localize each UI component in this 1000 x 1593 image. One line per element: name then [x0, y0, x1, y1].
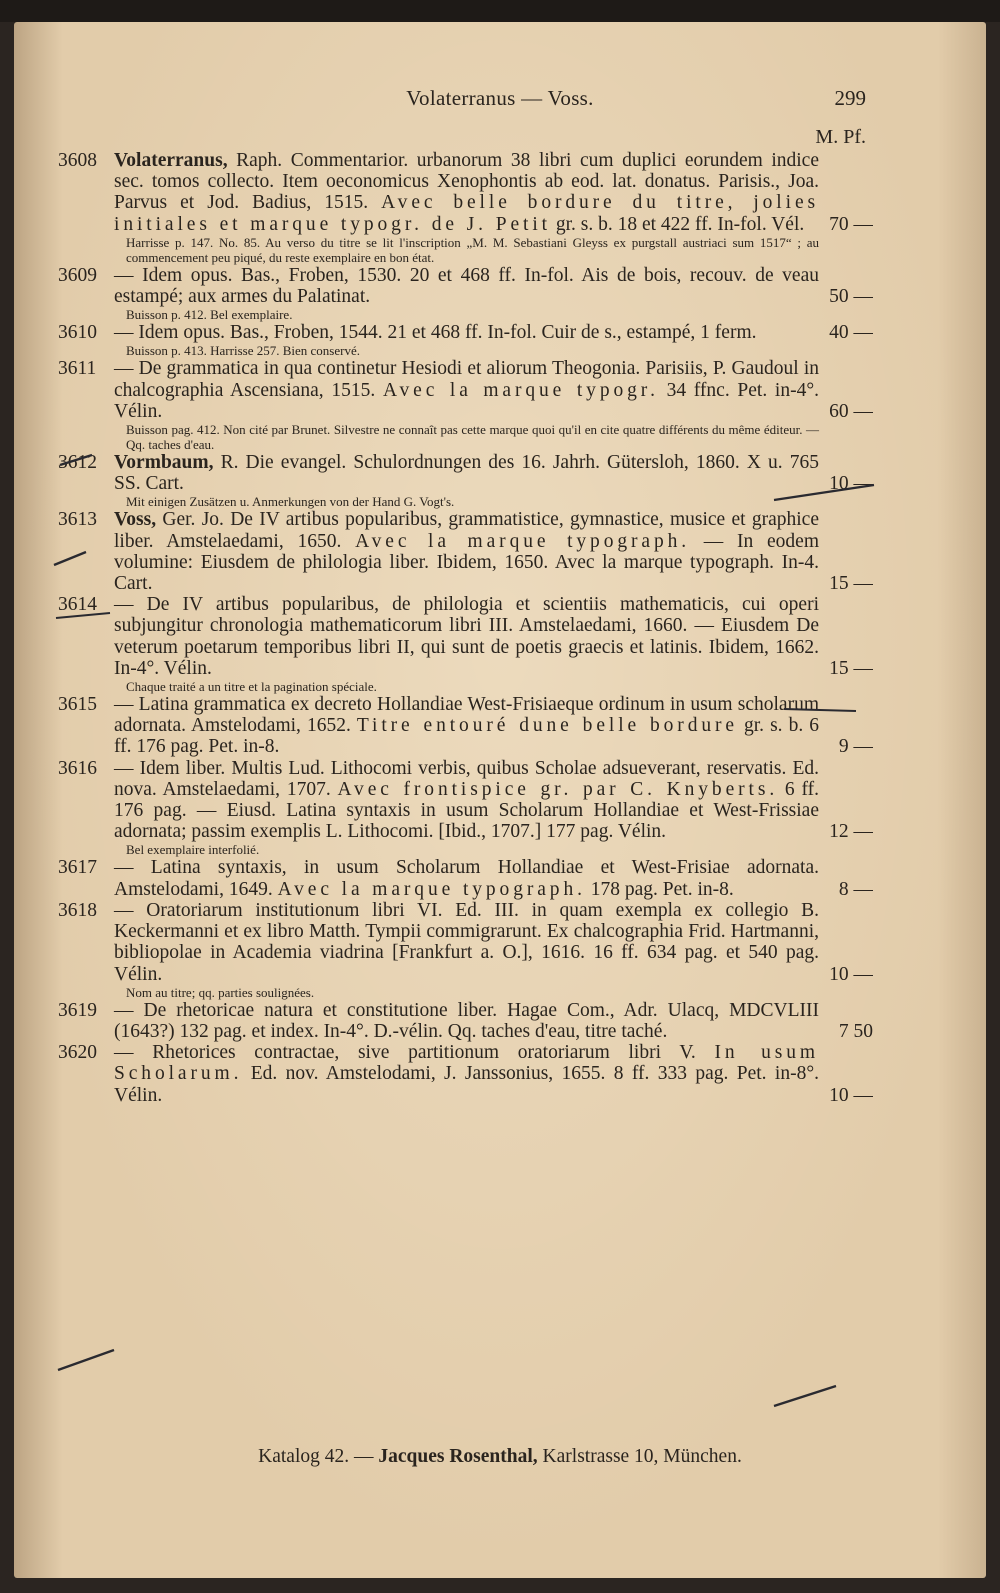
entry-number: 3613	[58, 509, 97, 531]
entry-description	[114, 1042, 819, 1106]
catalog-entry	[58, 594, 873, 679]
entry-number: 3620	[58, 1042, 97, 1064]
entry-number: 3609	[58, 264, 97, 286]
entry-number: 3615	[58, 694, 97, 716]
entry-price: 15 —	[829, 573, 873, 595]
entry-note: Buisson pag. 412. Non cité par Brunet. Silvestre ne connaît pas cette marque quoi qu'il en cite quatre différents du même éditeur. — Qq. taches d'eau.	[126, 422, 819, 453]
entry-text-continued: 178 pag. Pet. in-8.	[585, 878, 734, 900]
entry-number: 3608	[58, 150, 97, 171]
entry-description	[114, 594, 819, 679]
entry-author: Voss,	[114, 509, 157, 531]
catalog-entry	[58, 150, 873, 235]
price-column-label: M. Pf.	[815, 126, 866, 148]
entry-description	[114, 509, 819, 594]
entry-spaced-text: Titre entouré dune belle bordure	[356, 715, 738, 737]
entry-description	[114, 900, 819, 985]
entry-text-continued: 34 ffnc. Pet. in-4°. Vélin.	[114, 379, 820, 422]
entry-price: 7 50	[838, 1020, 873, 1042]
entry-text: — Latina syntaxis, in usum Scholarum Hollandiae et West-Frisiae adornata. Amstelodami, 1649.	[114, 857, 819, 900]
entry-description	[114, 358, 819, 422]
entry-note: Mit einigen Zusätzen u. Anmerkungen von der Hand G. Vogt's.	[126, 494, 455, 510]
entry-text: — Idem opus. Bas., Froben, 1530. 20 et 468 ff. In-fol. Ais de bois, recouv. de veau estampé; aux armes du Palatinat.	[114, 264, 819, 308]
entry-price: 10 —	[829, 473, 873, 495]
entry-description	[114, 1000, 819, 1042]
entry-description	[114, 857, 819, 899]
entry-text: — Rhetorices contractae, sive partitionum oratoriarum libri V.	[114, 1042, 715, 1064]
entry-price: 8 —	[838, 878, 873, 900]
catalog-entry	[58, 758, 873, 843]
entry-text: — Latina grammatica ex decreto Hollandiae West-Frisiaeque ordinum in usum scholarum adornata. Amstelodami, 1652.	[114, 694, 819, 737]
entry-price: 15 —	[829, 657, 873, 679]
footer-address: Karlstrasse 10, München.	[542, 1446, 742, 1467]
entry-text-continued: Ed. nov. Amstelodami, J. Janssonius, 1655. 8 ff. 333 pag. Pet. in-8°. Vélin.	[114, 1063, 819, 1106]
catalog-entry	[58, 1042, 873, 1106]
entry-description	[114, 150, 819, 235]
entry-description	[114, 758, 819, 843]
entry-description	[114, 452, 819, 494]
entry-text: — Idem liber. Multis Lud. Lithocomi verbis, quibus Scholae adsueverant, reservatis. Ed. nova. Amstelaedami, 1707.	[114, 757, 819, 800]
catalog-entry	[58, 857, 873, 899]
entry-description	[114, 322, 819, 343]
entry-price: 40 —	[829, 322, 873, 344]
entry-spaced-text: Avec la marque typograph.	[355, 530, 691, 552]
entry-text: R. Die evangel. Schulordnungen des 16. Jahrh. Gütersloh, 1860. X u. 765 SS. Cart.	[114, 452, 819, 495]
entry-spaced-text: Avec belle bordure du titre, jolies initiales et marque typogr. de J. Petit	[114, 192, 819, 235]
catalog-entry	[58, 900, 873, 985]
entry-number: 3614	[58, 594, 97, 616]
entry-text: — De IV artibus popularibus, de philologia et scientiis mathematicis, cui operi subjungitur chronologia mathematicorum libri III. Amstelaedami, 1660. — Eiusdem De veterum poetarum temporibus libri II, qui sunt de poetis graecis et latinis. Ibidem, 1662. In-4°. Vélin.	[114, 594, 819, 679]
entry-price: 70 —	[829, 213, 873, 235]
entry-text: Raph. Commentarior. urbanorum 38 libri cum duplici eorundem indice sec. tomos collecto. Item oeconomicus Xenophontis ab eod. lat. donatus. Parisis., Joa. Parvus et Jod. Badius, 1515.	[114, 150, 819, 214]
entry-spaced-text: Avec la marque typograph.	[277, 878, 586, 900]
entry-price: 50 —	[829, 286, 873, 308]
entry-price: 60 —	[829, 400, 873, 422]
page-header	[14, 86, 986, 116]
entry-text-continued: gr. s. b. 18 et 422 ff. In-fol. Vél.	[550, 213, 805, 235]
entry-price: 12 —	[829, 821, 873, 843]
catalog-page	[14, 22, 986, 1578]
entry-note: Bel exemplaire interfolié.	[126, 842, 260, 858]
entry-number: 3618	[58, 899, 97, 921]
entry-text-continued: gr. s. b. 6 ff. 176 pag. Pet. in-8.	[114, 715, 819, 758]
entry-note: Buisson p. 412. Bel exemplaire.	[126, 307, 293, 323]
footer-publisher: Jacques Rosenthal,	[378, 1446, 538, 1467]
catalog-entry	[58, 322, 873, 343]
entry-description	[114, 694, 819, 758]
entry-note: Harrisse p. 147. No. 85. Au verso du titre se lit l'inscription „M. M. Sebastiani Gleyss ex purgstall austriaci sum 1517“ ; au commencement peu piqué, du reste exemplaire en bon état.	[126, 234, 819, 265]
running-title: Volaterranus — Voss.	[406, 86, 594, 110]
entry-text: — De grammatica in qua continetur Hesiodi et aliorum Theogonia. Parisiis, P. Gaudoul in chalcographia Ascensiana, 1515.	[114, 358, 819, 401]
entry-spaced-text: Avec frontispice gr. par C. Knyberts.	[337, 778, 779, 800]
entry-note: Nom au titre; qq. parties soulignées.	[126, 984, 315, 1000]
entry-text: — Oratoriarum institutionum libri VI. Ed. III. in quam exempla ex collegio B. Keckermanni et ex libro Matth. Tympii commigrarunt. Ex chalcographia Frid. Hartmanni, bibliopolae in Academia viadrina [Frankfurt a. O.], 1616. 16 ff. 634 pag. et 540 pag. Vélin.	[114, 899, 819, 985]
scanner-frame-edge	[0, 0, 1000, 22]
page-number: 299	[834, 86, 866, 110]
entry-number: 3617	[58, 857, 97, 879]
catalog-entry	[58, 694, 873, 758]
entry-price: 9 —	[838, 736, 873, 758]
footer-catalog: Katalog 42. —	[258, 1446, 374, 1467]
entry-text: — Idem opus. Bas., Froben, 1544. 21 et 468 ff. In-fol. Cuir de s., estampé, 1 ferm.	[114, 322, 757, 344]
entry-note: Chaque traité a un titre et la pagination spéciale.	[126, 679, 377, 695]
entry-author: Volaterranus,	[114, 150, 228, 171]
entry-description	[114, 265, 819, 307]
entry-number: 3612	[58, 452, 97, 474]
catalog-entries	[58, 150, 873, 1442]
catalog-entry	[58, 509, 873, 594]
catalog-entry	[58, 1000, 873, 1042]
entry-number: 3611	[58, 358, 97, 380]
catalog-entry	[58, 358, 873, 422]
entry-price: 10 —	[829, 963, 873, 985]
entry-text: — De rhetoricae natura et constitutione liber. Hagae Com., Adr. Ulacq, MDCVLIII (1643?) 132 pag. et index. In-4°. D.-vélin. Qq. taches d'eau, titre taché.	[114, 999, 819, 1042]
entry-number: 3619	[58, 999, 97, 1021]
entry-price: 10 —	[829, 1084, 873, 1106]
entry-text-continued: 6 ff. 176 pag. — Eiusd. Latina syntaxis in usum Scholarum Hollandiae et West-Frissiae adornata; passim exemplis L. Lithocomi. [Ibid., 1707.] 177 pag. Vélin.	[114, 778, 819, 843]
entry-spaced-text: In usum Scholarum.	[114, 1042, 819, 1085]
entry-number: 3616	[58, 757, 97, 779]
entry-spaced-text: Avec la marque typogr.	[382, 379, 659, 401]
entry-text-continued: — In eodem volumine: Eiusdem de philologia liber. Ibidem, 1650. Avec la marque typograph. In-4. Cart.	[114, 530, 819, 595]
entry-author: Vormbaum,	[114, 452, 214, 474]
page-footer	[14, 1446, 986, 1468]
entry-number: 3610	[58, 322, 97, 344]
catalog-entry	[58, 265, 873, 307]
entry-text: Ger. Jo. De IV artibus popularibus, grammatistice, gymnastice, musice et graphice liber. Amstelaedami, 1650.	[114, 509, 819, 552]
catalog-entry	[58, 452, 873, 494]
entry-note: Buisson p. 413. Harrisse 257. Bien conservé.	[126, 343, 360, 359]
